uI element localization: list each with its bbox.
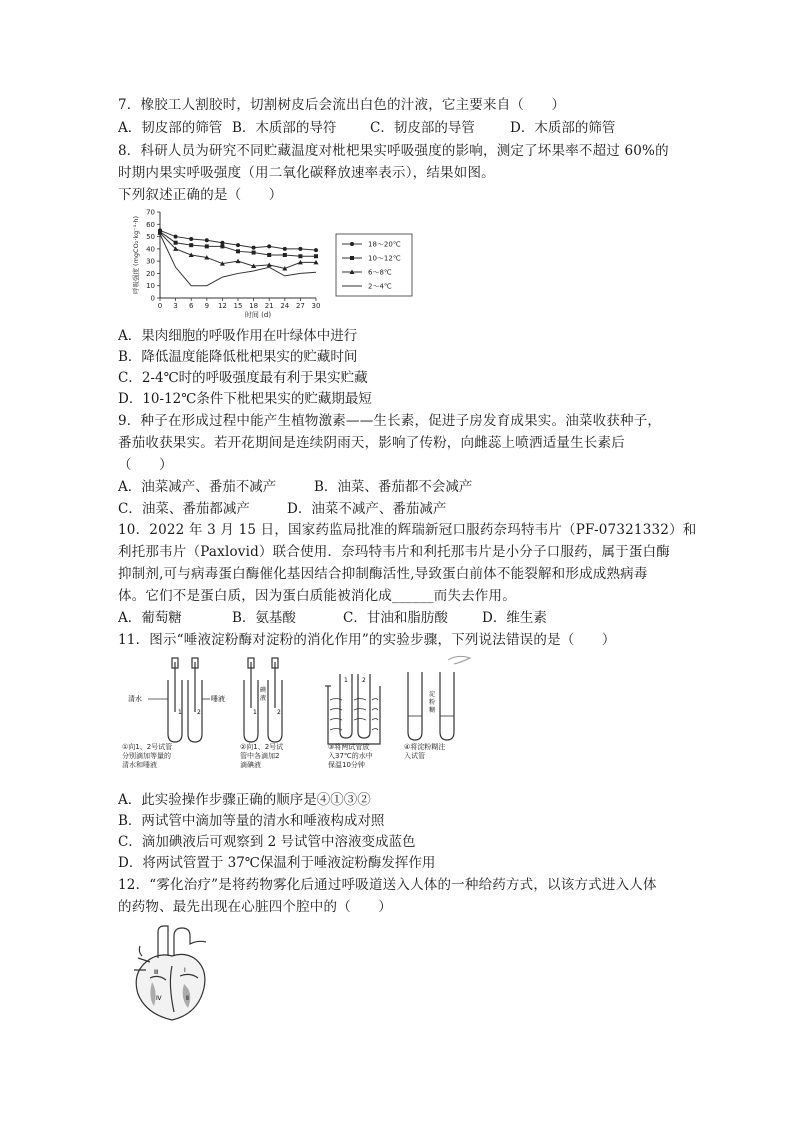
q8-option-a: A．果肉细胞的呼吸作用在叶绿体中进行 <box>118 328 358 344</box>
data-point-s1-2 <box>189 243 193 247</box>
x-tick-label: 24 <box>280 302 290 310</box>
legend-marker-1 <box>350 256 354 260</box>
y-tick-label: 20 <box>146 269 155 278</box>
x-tick-label: 12 <box>217 302 227 310</box>
q12-stem-line2: 的药物、最先出现在心脏四个腔中的（ ） <box>118 899 392 915</box>
data-point-s1-3 <box>205 244 209 248</box>
caption-step3-line2: 入37℃的水中 <box>328 752 373 760</box>
q9-option-d: D．油菜不减产、番茄减产 <box>287 501 447 517</box>
x-tick-label: 0 <box>157 302 163 310</box>
caption-step3-line1: ③将两试管放 <box>328 743 370 751</box>
q8-stem-line2: 时期内果实呼吸强度（用二氧化碳释放速率表示），结果如图。 <box>118 165 495 181</box>
q9-stem-line3: （ ） <box>118 457 173 473</box>
label-starch-1: 淀 <box>429 691 436 698</box>
data-point-s0-8 <box>283 247 287 251</box>
respiration-chart <box>118 206 418 318</box>
legend-label-1: 10～12℃ <box>368 254 401 263</box>
data-point-s0-2 <box>189 237 193 241</box>
label-starch-3: 糊 <box>429 707 436 714</box>
q9-option-a: A．油菜减产、番茄不减产 <box>118 479 277 495</box>
q7-option-b: B．木质部的导符 <box>232 120 337 136</box>
label-starch-2: 粉 <box>429 699 436 706</box>
tube2c-number: 2 <box>362 677 366 684</box>
caption-step1-line3: 清水和唾液 <box>122 761 157 769</box>
data-point-s0-1 <box>174 235 178 239</box>
data-point-s1-10 <box>314 254 318 258</box>
q10-option-b: B．氨基酸 <box>232 610 296 626</box>
legend-marker-0 <box>350 242 354 246</box>
q11-option-c: C．滴加碘液后可观察到 2 号试管中溶液变成蓝色 <box>118 834 416 850</box>
data-point-s1-9 <box>298 254 302 258</box>
heart-label-ii: Ⅱ <box>186 995 189 1002</box>
tube1c-number: 1 <box>344 677 348 684</box>
q11-option-d: D．将两试管置于 37℃保温利于唾液淀粉酶发挥作用 <box>118 855 436 871</box>
q11-option-b: B．两试管中滴加等量的清水和唾液构成对照 <box>118 813 385 829</box>
q8-stem-line3: 下列叙述正确的是（ ） <box>118 187 283 203</box>
q8-option-d: D．10-12℃条件下枇杷果实的贮藏期最短 <box>118 391 372 407</box>
saliva-experiment-figure <box>118 652 478 782</box>
x-tick-label: 6 <box>188 302 194 310</box>
caption-step3-line3: 保温10分钟 <box>328 761 365 769</box>
label-water: 清水 <box>128 695 142 703</box>
data-point-s1-1 <box>174 241 178 245</box>
caption-step1-line2: 分别滴加等量的 <box>122 752 171 760</box>
x-tick-label: 18 <box>249 302 259 310</box>
q10-option-d: D．维生素 <box>482 610 547 626</box>
y-axis-label: 呼吸强度 (mgCO₂·kg⁻¹·h) <box>132 215 140 295</box>
caption-step4-line1: ④将淀粉糊注 <box>404 743 446 751</box>
q7-option-a: A．韧皮部的筛管 <box>118 120 223 136</box>
data-point-s0-9 <box>298 247 302 251</box>
y-tick-label: 10 <box>146 282 155 291</box>
data-point-s0-3 <box>205 238 209 242</box>
q10-stem-line2: 利托那韦片（Paxlovid）联合使用．奈玛特韦片和利托那韦片是小分子口服药，属于蛋白酶 <box>118 544 670 560</box>
y-tick-label: 70 <box>146 208 155 217</box>
caption-step2-line2: 管中各滴加2 <box>240 752 280 760</box>
q10-option-a: A．葡萄糖 <box>118 610 182 626</box>
q11-stem: 11．图示“唾液淀粉酶对淀粉的消化作用”的实验步骤，下列说法错误的是（ ） <box>118 632 616 648</box>
q8-option-c: C．2-4℃时的呼吸强度最有利于果实贮藏 <box>118 370 368 386</box>
label-iodine-1: 碘 <box>260 687 267 694</box>
data-point-s1-8 <box>283 253 287 257</box>
data-point-s1-4 <box>220 244 224 248</box>
q10-option-c: C．甘油和脂肪酸 <box>343 610 448 626</box>
q9-stem-line1: 9．种子在形成过程中能产生植物激素——生长素，促进子房发育成果实。油菜收获种子， <box>118 413 662 429</box>
x-tick-label: 27 <box>295 302 305 310</box>
legend-label-2: 6～8℃ <box>368 268 392 277</box>
caption-step4-line2: 入试管 <box>404 752 425 760</box>
y-tick-label: 0 <box>150 294 155 303</box>
tube2-number: 2 <box>197 709 201 716</box>
step4-tubes <box>408 672 454 740</box>
step1-tubes <box>148 658 210 742</box>
data-point-s0-7 <box>267 244 271 248</box>
q7-option-d: D．木质部的筛管 <box>510 120 616 136</box>
legend-label-0: 18～20℃ <box>368 240 401 249</box>
q8-stem-line1: 8．科研人员为研究不同贮藏温度对枇杷果实呼吸强度的影响，测定了坏果率不超过 60%的 <box>118 143 669 159</box>
heart-label-i: Ⅰ <box>184 967 186 974</box>
x-tick-label: 21 <box>264 302 274 310</box>
q9-option-b: B．油菜、番茄都不会减产 <box>314 479 473 495</box>
x-tick-label: 30 <box>311 302 321 310</box>
tube1-number: 1 <box>178 709 182 716</box>
caption-step2-line1: ②向1、2号试 <box>240 743 284 751</box>
y-tick-label: 30 <box>146 257 155 266</box>
tube1b-number: 1 <box>253 709 257 716</box>
caption-step1-line1: ①向1、2号试管 <box>122 743 173 751</box>
label-iodine-2: 液 <box>260 695 267 702</box>
data-point-s0-6 <box>252 246 256 250</box>
caption-step2-line3: 滴碘液 <box>240 761 261 769</box>
q10-stem-line3: 抑制剂,可与病毒蛋白酶催化基因结合抑制酶活性,导致蛋白前体不能裂解和形成成熟病毒 <box>118 566 648 582</box>
data-point-s0-10 <box>314 248 318 252</box>
q12-stem-line1: 12．“雾化治疗”是将药物雾化后通过呼吸道送入人体的一种给药方式，以该方式进入人体 <box>118 877 657 893</box>
data-point-s0-4 <box>220 241 224 245</box>
step3-beaker <box>325 674 380 744</box>
x-axis-label: 时间 (d) <box>244 311 272 318</box>
heart-label-iv: Ⅳ <box>156 995 162 1002</box>
data-point-s1-6 <box>252 251 256 255</box>
label-saliva: 唾液 <box>211 695 225 703</box>
x-tick-label: 9 <box>204 302 210 310</box>
data-point-s2-5 <box>236 259 241 264</box>
y-tick-label: 50 <box>146 233 155 242</box>
y-tick-label: 40 <box>146 245 155 254</box>
heart-diagram <box>128 922 214 1022</box>
q11-option-a: A．此实验操作步骤正确的顺序是④①③② <box>118 792 371 808</box>
data-point-s1-5 <box>236 249 240 253</box>
legend-label-3: 2～4℃ <box>368 282 392 291</box>
data-point-s0-5 <box>236 243 240 247</box>
x-tick-label: 3 <box>173 302 178 310</box>
q9-stem-line2: 番茄收获果实。若开花期间是连续阴雨天，影响了传粉，向雌蕊上喷洒适量生长素后 <box>118 435 625 451</box>
x-tick-label: 15 <box>233 302 243 310</box>
q8-option-b: B．降低温度能降低枇杷果实的贮藏时间 <box>118 349 358 365</box>
y-tick-label: 60 <box>146 220 155 229</box>
tube2b-number: 2 <box>277 709 281 716</box>
data-point-s1-7 <box>267 253 271 257</box>
q9-option-c: C．油菜、番茄都减产 <box>118 501 250 517</box>
heart-label-iii: Ⅲ <box>154 969 159 976</box>
q10-stem-line1: 10．2022 年 3 月 15 日，国家药监局批准的辉瑞新冠口服药奈玛特韦片（PF-07321332）和 <box>118 522 697 538</box>
q10-stem-line4: 体。它们不是蛋白质，因为蛋白质能被消化成______而失去作用。 <box>118 588 516 604</box>
q7-stem: 7．橡胶工人割胶时，切割树皮后会流出白色的汁液，它主要来自（ ） <box>118 97 566 113</box>
q7-option-c: C．韧皮部的导管 <box>370 120 475 136</box>
